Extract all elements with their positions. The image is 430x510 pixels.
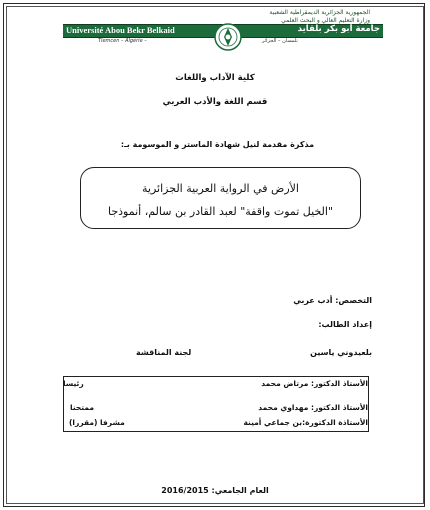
jury-member-role: رئيسا	[63, 379, 84, 388]
thesis-title-line2: "الخيل تموت واقفة" لعبد القادر بن سالم، أنموذجا	[107, 205, 334, 218]
committee-label: لجنة المناقشة	[136, 348, 192, 357]
jury-member-name: الأستاذ الدكتور: مرتاض محمد	[261, 379, 368, 388]
city-ar: تلمسان – الجزائر	[262, 38, 298, 44]
specialty: التخصص: أدب عربي	[293, 296, 372, 305]
student-name: بلعيدوني ياسين	[310, 348, 372, 357]
title-box	[80, 167, 361, 229]
department-name: قسم اللغة والأدب العربي	[162, 97, 268, 107]
academic-year: العام الجامعي: 2016/2015	[161, 486, 269, 495]
jury-member-name: الأستاذ الدكتور: مهداوي محمد	[258, 403, 368, 412]
city-fr: Tlemcen – Algérie –	[98, 38, 147, 44]
faculty-name: كلية الآداب واللغات	[175, 73, 255, 83]
jury-member-name: الأستاذة الدكتورة:بن جماعي أمينة	[243, 418, 368, 427]
republic-header: الجمهورية الجزائرية الديمقراطية الشعبية	[269, 9, 370, 16]
ministry-header: وزارة التعليم العالي و البحث العلمي	[281, 17, 370, 24]
university-name-fr: Université Abou Bekr Belkaid	[66, 25, 175, 35]
university-name-ar: جامعة أبو بكر بلقايد	[297, 24, 380, 34]
jury-member-role: ممتحنا	[70, 403, 95, 412]
university-logo-icon	[213, 22, 243, 52]
jury-member-role: مشرفا (مقررا)	[69, 418, 125, 427]
memo-line: مذكرة مقدمة لنيل شهادة الماستر و الموسومة بـ:	[120, 140, 315, 149]
prepared-by-label: إعداد الطالب:	[318, 320, 372, 329]
thesis-title-line1: الأرض في الرواية العربية الجزائرية	[142, 182, 299, 195]
